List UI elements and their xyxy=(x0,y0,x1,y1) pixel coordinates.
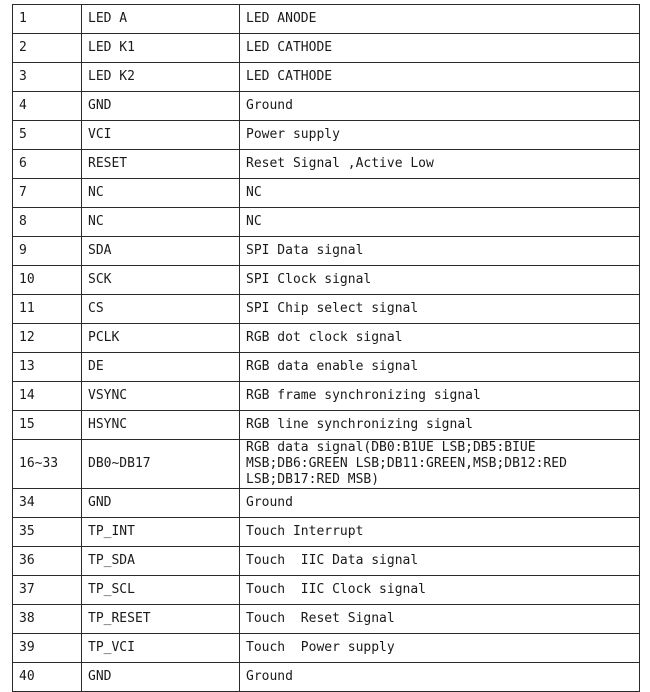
pin-number-cell: 35 xyxy=(13,518,82,547)
pin-symbol-cell: LED A xyxy=(82,5,240,34)
pin-symbol-cell: GND xyxy=(82,92,240,121)
table-row xyxy=(13,547,640,576)
pin-description-cell: Touch Power supply xyxy=(240,634,640,663)
table-row xyxy=(13,324,640,353)
pin-number-cell: 13 xyxy=(13,353,82,382)
table-row xyxy=(13,663,640,692)
table-row xyxy=(13,5,640,34)
pin-description-cell: NC xyxy=(240,179,640,208)
pin-description-cell: Ground xyxy=(240,663,640,692)
pin-number-cell: 5 xyxy=(13,121,82,150)
table-row xyxy=(13,295,640,324)
pin-description-cell: Touch Reset Signal xyxy=(240,605,640,634)
table-row xyxy=(13,92,640,121)
pin-description-cell: SPI Data signal xyxy=(240,237,640,266)
pin-description-cell: Touch Interrupt xyxy=(240,518,640,547)
table-row xyxy=(13,237,640,266)
pin-number-cell: 2 xyxy=(13,34,82,63)
pin-number-cell: 15 xyxy=(13,411,82,440)
table-row xyxy=(13,208,640,237)
pin-description-cell: LED CATHODE xyxy=(240,63,640,92)
pin-number-cell: 38 xyxy=(13,605,82,634)
table-row xyxy=(13,121,640,150)
pin-symbol-cell: NC xyxy=(82,208,240,237)
pin-number-cell: 37 xyxy=(13,576,82,605)
pin-definition-table xyxy=(12,4,640,692)
pin-symbol-cell: VSYNC xyxy=(82,382,240,411)
pin-number-cell: 1 xyxy=(13,5,82,34)
pin-description-cell: Touch IIC Clock signal xyxy=(240,576,640,605)
table-row xyxy=(13,440,640,489)
pin-description-cell: Ground xyxy=(240,489,640,518)
pin-symbol-cell: SCK xyxy=(82,266,240,295)
pin-symbol-cell: TP_INT xyxy=(82,518,240,547)
table-row xyxy=(13,382,640,411)
pin-description-cell: LED CATHODE xyxy=(240,34,640,63)
pin-description-cell: Reset Signal ,Active Low xyxy=(240,150,640,179)
table-row xyxy=(13,150,640,179)
pin-number-cell: 8 xyxy=(13,208,82,237)
pin-number-cell: 9 xyxy=(13,237,82,266)
pin-description-cell: Touch IIC Data signal xyxy=(240,547,640,576)
pin-symbol-cell: HSYNC xyxy=(82,411,240,440)
pin-number-cell: 39 xyxy=(13,634,82,663)
pin-symbol-cell: DB0~DB17 xyxy=(82,440,240,489)
pin-symbol-cell: GND xyxy=(82,663,240,692)
pin-number-cell: 7 xyxy=(13,179,82,208)
pin-symbol-cell: TP_SDA xyxy=(82,547,240,576)
pin-number-cell: 34 xyxy=(13,489,82,518)
pin-symbol-cell: SDA xyxy=(82,237,240,266)
table-row xyxy=(13,179,640,208)
pin-description-cell: LED ANODE xyxy=(240,5,640,34)
pin-description-cell: RGB frame synchronizing signal xyxy=(240,382,640,411)
pin-number-cell: 12 xyxy=(13,324,82,353)
pin-table-body xyxy=(13,5,640,692)
pin-symbol-cell: TP_VCI xyxy=(82,634,240,663)
pin-number-cell: 3 xyxy=(13,63,82,92)
pin-number-cell: 10 xyxy=(13,266,82,295)
pin-symbol-cell: VCI xyxy=(82,121,240,150)
pin-symbol-cell: NC xyxy=(82,179,240,208)
pin-description-cell: RGB data enable signal xyxy=(240,353,640,382)
pin-description-cell: Ground xyxy=(240,92,640,121)
table-row xyxy=(13,489,640,518)
pin-symbol-cell: GND xyxy=(82,489,240,518)
pin-symbol-cell: CS xyxy=(82,295,240,324)
table-row xyxy=(13,634,640,663)
pin-number-cell: 11 xyxy=(13,295,82,324)
pin-number-cell: 16~33 xyxy=(13,440,82,489)
pin-number-cell: 36 xyxy=(13,547,82,576)
pin-symbol-cell: RESET xyxy=(82,150,240,179)
pin-symbol-cell: PCLK xyxy=(82,324,240,353)
table-row xyxy=(13,63,640,92)
pin-symbol-cell: DE xyxy=(82,353,240,382)
pin-number-cell: 4 xyxy=(13,92,82,121)
table-row xyxy=(13,411,640,440)
pin-symbol-cell: LED K2 xyxy=(82,63,240,92)
pin-number-cell: 40 xyxy=(13,663,82,692)
table-row xyxy=(13,518,640,547)
pin-description-cell: NC xyxy=(240,208,640,237)
pin-description-cell: Power supply xyxy=(240,121,640,150)
pin-symbol-cell: LED K1 xyxy=(82,34,240,63)
pin-symbol-cell: TP_RESET xyxy=(82,605,240,634)
pin-number-cell: 14 xyxy=(13,382,82,411)
table-row xyxy=(13,576,640,605)
table-row xyxy=(13,266,640,295)
pin-number-cell: 6 xyxy=(13,150,82,179)
pin-description-cell: SPI Clock signal xyxy=(240,266,640,295)
pin-description-cell: RGB dot clock signal xyxy=(240,324,640,353)
table-row xyxy=(13,353,640,382)
pin-description-cell: SPI Chip select signal xyxy=(240,295,640,324)
pin-description-cell: RGB line synchronizing signal xyxy=(240,411,640,440)
table-row xyxy=(13,605,640,634)
pin-description-cell: RGB data signal(DB0:B1UE LSB;DB5:BIUE MSB;DB6:GREEN LSB;DB11:GREEN,MSB;DB12:RED LSB;DB17:RED MSB) xyxy=(240,440,640,489)
table-row xyxy=(13,34,640,63)
pin-symbol-cell: TP_SCL xyxy=(82,576,240,605)
